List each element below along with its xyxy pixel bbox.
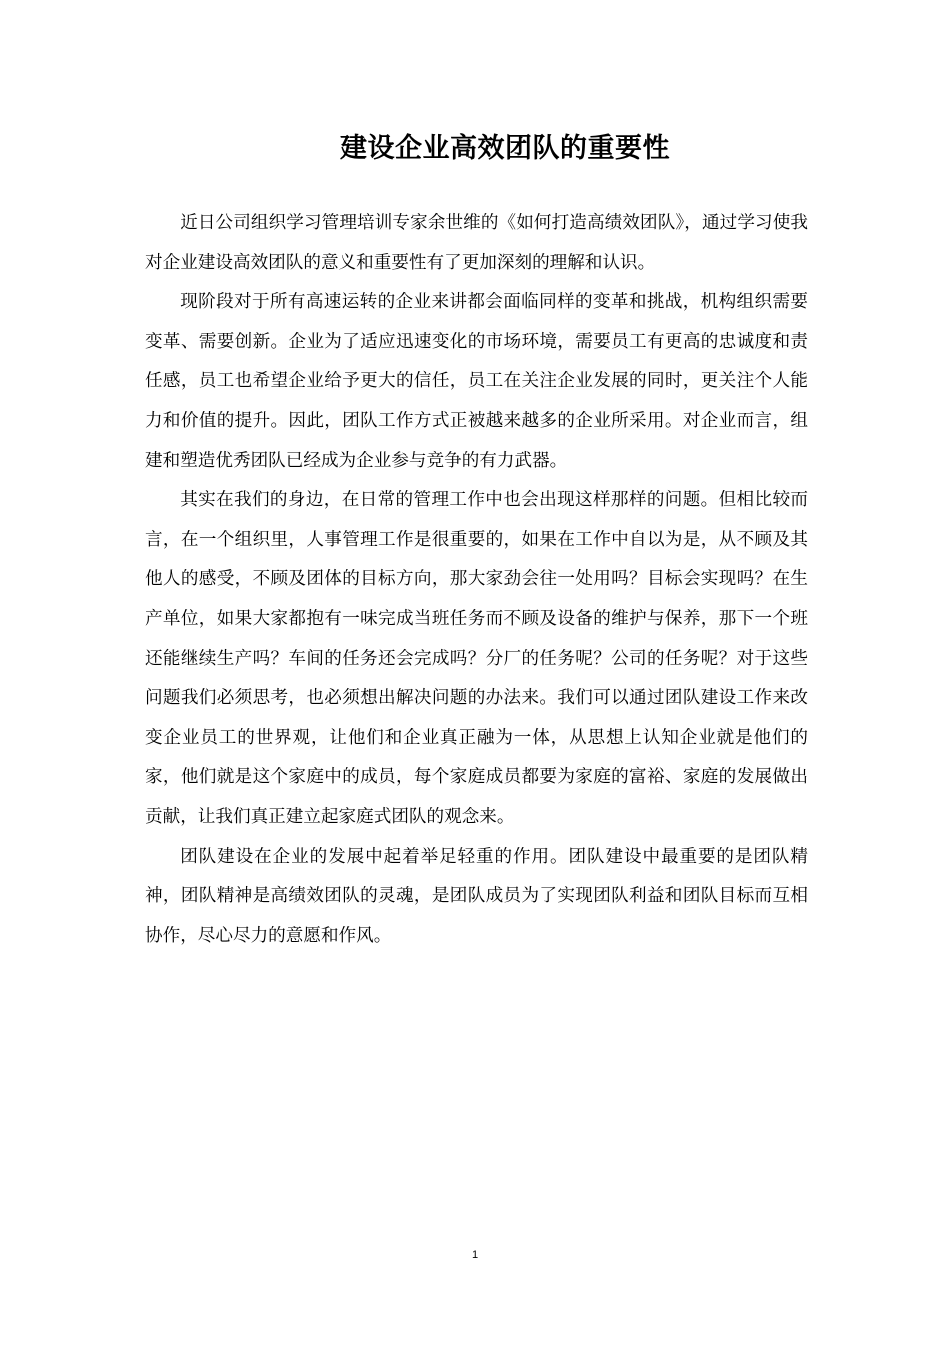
paragraph: 近日公司组织学习管理培训专家余世维的《如何打造高绩效团队》，通过学习使我对企业建设高效团队的意义和重要性有了更加深刻的理解和认识。 bbox=[145, 213, 808, 273]
document-title: 建设企业高效团队的重要性 bbox=[340, 133, 670, 164]
paragraph: 现阶段对于所有高速运转的企业来讲都会面临同样的变革和挑战，机构组织需要变革、需要创新。企业为了适应迅速变化的市场环境，需要员工有更高的忠诚度和责任感，员工也希望企业给予更大的信任，员工在关注企业发展的同时，更关注个人能力和价值的提升。因此，团队工作方式正被越来越多的企业所采用。对企业而言，组建和塑造优秀团队已经成为企业参与竞争的有力武器。 bbox=[145, 292, 808, 471]
document-body bbox=[145, 204, 808, 956]
page-number: 1 bbox=[471, 1249, 479, 1261]
paragraph: 团队建设在企业的发展中起着举足轻重的作用。团队建设中最重要的是团队精神，团队精神是高绩效团队的灵魂，是团队成员为了实现团队利益和团队目标而互相协作，尽心尽力的意愿和作风。 bbox=[145, 846, 808, 946]
paragraph: 其实在我们的身边，在日常的管理工作中也会出现这样那样的问题。但相比较而言，在一个组织里，人事管理工作是很重要的，如果在工作中自以为是，从不顾及其他人的感受，不顾及团体的目标方向，那大家劲会往一处用吗？目标会实现吗？在生产单位，如果大家都抱有一味完成当班任务而不顾及设备的维护与保养，那下一个班还能继续生产吗？车间的任务还会完成吗？分厂的任务呢？公司的任务呢？对于这些问题我们必须思考，也必须想出解决问题的办法来。我们可以通过团队建设工作来改变企业员工的世界观，让他们和企业真正融为一体，从思想上认知企业就是他们的家，他们就是这个家庭中的成员，每个家庭成员都要为家庭的富裕、家庭的发展做出贡献，让我们真正建立起家庭式团队的观念来。 bbox=[145, 490, 808, 827]
